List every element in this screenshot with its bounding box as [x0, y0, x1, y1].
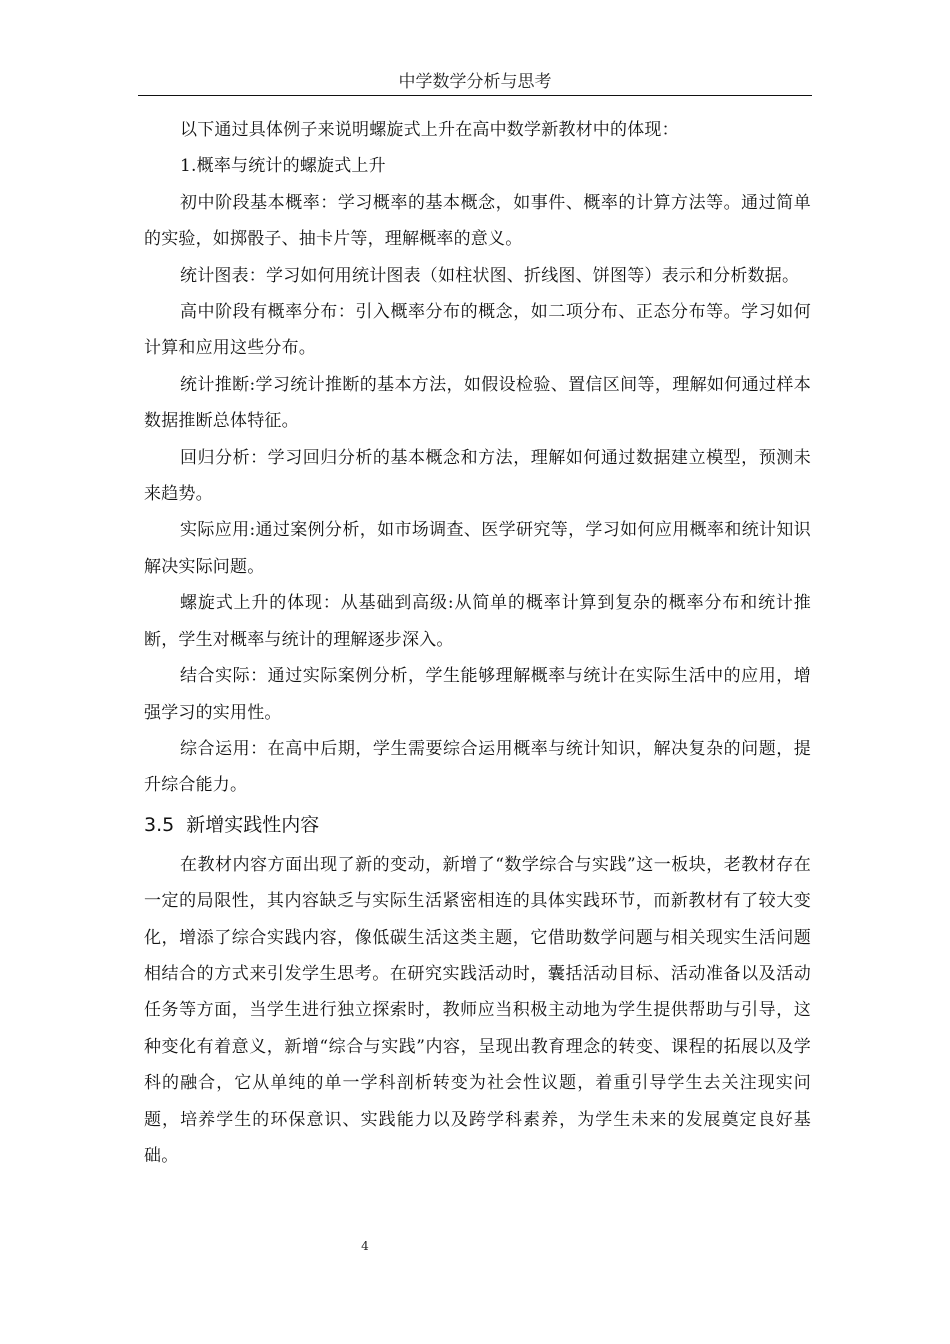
- paragraph-spiral-rise: 螺旋式上升的体现：从基础到高级:从简单的概率计算到复杂的概率分布和统计推断，学生对概率与统计的理解逐步深入。: [144, 593, 811, 650]
- header-rule: [138, 95, 812, 96]
- paragraph-comprehensive-use: 综合运用：在高中后期，学生需要综合运用概率与统计知识，解决复杂的问题，提升综合能力。: [144, 738, 811, 796]
- paragraph-senior-distribution: 高中阶段有概率分布：引入概率分布的概念，如二项分布、正态分布等。学习如何计算和应用这些分布。: [144, 302, 811, 359]
- section-title: 新增实践性内容: [186, 813, 320, 836]
- section-number: 3.5: [144, 813, 175, 836]
- page-number: 4: [361, 1239, 369, 1253]
- paragraph-practice-content: 在教材内容方面出现了新的变动，新增了“数学综合与实践”这一板块，老教材存在一定的局限性，其内容缺乏与实际生活紧密相连的具体实践环节，而新教材有了较大变化，增添了综合实践内容，像低碳生活这类主题，它借助数学问题与相关现实生活问题相结合的方式来引发学生思考。在研究实践活动时，囊括活动目标、活动准备以及活动任务等方面，当学生进行独立探索时，教师应当积极主动地为学生提供帮助与引导，这种变化有着意义，新增“综合与实践”内容，呈现出教育理念的转变、课程的拓展以及学科的融合，它从单纯的单一学科剖析转变为社会性议题，着重引导学生去关注现实问题，培养学生的环保意识、实践能力以及跨学科素养，为学生未来的发展奠定良好基础。: [144, 854, 811, 1166]
- subheading-probability-statistics: 1.概率与统计的螺旋式上升: [180, 156, 386, 177]
- paragraph-statistical-inference: 统计推断:学习统计推断的基本方法，如假设检验、置信区间等，理解如何通过样本数据推断总体特征。: [144, 374, 811, 432]
- document-body: [144, 112, 811, 1174]
- paragraph-regression: 回归分析：学习回归分析的基本概念和方法，理解如何通过数据建立模型，预测未来趋势。: [144, 447, 811, 505]
- running-header: 中学数学分析与思考: [398, 72, 552, 92]
- section-heading: [144, 812, 811, 838]
- paragraph-practical-application: 实际应用:通过案例分析，如市场调查、医学研究等，学习如何应用概率和统计知识解决实际问题。: [144, 520, 811, 577]
- paragraph-junior-probability: 初中阶段基本概率：学习概率的基本概念，如事件、概率的计算方法等。通过简单的实验，如掷骰子、抽卡片等，理解概率的意义。: [144, 192, 811, 250]
- paragraph-statistics-charts: 统计图表：学习如何用统计图表（如柱状图、折线图、饼图等）表示和分析数据。: [180, 265, 800, 286]
- paragraph-intro: 以下通过具体例子来说明螺旋式上升在高中数学新教材中的体现：: [180, 120, 679, 140]
- paragraph-combine-practice: 结合实际：通过实际案例分析，学生能够理解概率与统计在实际生活中的应用，增强学习的实用性。: [144, 666, 811, 723]
